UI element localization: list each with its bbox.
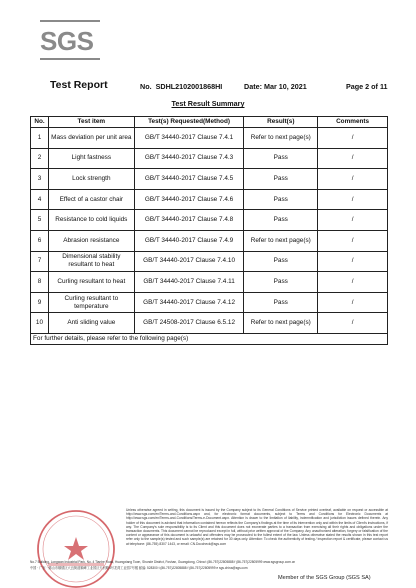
test-item: Curling resultant to heat [48,272,134,293]
test-result: Pass [244,189,318,210]
test-method: GB/T 34440-2017 Clause 7.4.6 [134,189,244,210]
test-result: Refer to next page(s) [244,128,318,149]
row-number: 7 [31,251,49,272]
table-row [31,128,388,149]
test-result: Pass [244,210,318,231]
row-number: 4 [31,189,49,210]
test-result: Pass [244,169,318,190]
company-seal-stamp [34,507,118,588]
col-header-comments: Comments [318,117,388,128]
test-comment: / [318,313,388,334]
test-result: Pass [244,292,318,313]
col-header-method: Test(s) Requested(Method) [134,117,244,128]
table-row [31,251,388,272]
col-header-no: No. [31,117,49,128]
test-item: Anti sliding value [48,313,134,334]
report-number: No. SDHL2102001868HI [140,82,223,91]
logo-bottom-rule [40,58,100,60]
test-comment: / [318,169,388,190]
table-footnote: For further details, please refer to the following page(s) [31,333,388,344]
test-result: Pass [244,148,318,169]
test-comment: / [318,272,388,293]
table-row [31,189,388,210]
test-result: Pass [244,272,318,293]
test-result: Pass [244,251,318,272]
row-number: 6 [31,230,49,251]
test-comment: / [318,210,388,231]
test-item: Resistance to cold liquids [48,210,134,231]
row-number: 5 [31,210,49,231]
test-comment: / [318,230,388,251]
legal-disclaimer: Unless otherwise agreed in writing, this document is issued by the Company subject to its General Conditions of Service printed overleaf, available on request or accessible at http://www.sgs.com/en/Terms-and-Conditions.aspx and, for electronic format documents, subject to Terms and Conditions for Electronic Documents at http://www.sgs.com/en/Terms-and-Conditions/Terms-e-Document.aspx. Attention is drawn to the limitation of liability, indemnification and jurisdiction issues defined therein. Any holder of this document is advised that information contained hereon reflects the Company's findings at the time of its intervention only and within the limits of Client's instructions, if any. The Company's sole responsibility is to its Client and this document does not exonerate parties to a transaction from exercising all their rights and obligations under the transaction documents. This document cannot be reproduced except in full, without prior written approval of the Company. Any unauthorized alteration, forgery or falsification of the content or appearance of this document is unlawful and offenders may be prosecuted to the fullest extent of the law. Unless otherwise stated the results shown in this test report refer only to the sample(s) tested and such sample(s) are retained for 30 days only. Attention: To check the authenticity of testing / inspection report & certificate, please contact us at telephone: (86-755) 8307 1443, or email: CN.Doccheck@sgs.com [126,508,388,546]
summary-title: Test Result Summary [171,99,245,108]
sgs-group-member-note: Member of the SGS Group (SGS SA) [278,575,371,581]
test-comment: / [318,251,388,272]
test-method: GB/T 34440-2017 Clause 7.4.12 [134,292,244,313]
col-header-result: Result(s) [244,117,318,128]
address-chinese: 中国 · 广东 · 佛山市顺德区大良街道顺峰工业园区天河路4号龙湾工业园7号楼 邮编: 528300 t (86-757)22805888 f (86-757)22805999 e sgs.china@sgs.com [30,566,248,570]
test-method: GB/T 24508-2017 Clause 6.5.12 [134,313,244,334]
test-method: GB/T 34440-2017 Clause 7.4.10 [134,251,244,272]
test-item: Light fastness [48,148,134,169]
test-comment: / [318,148,388,169]
test-result: Refer to next page(s) [244,230,318,251]
test-item: Lock strength [48,169,134,190]
test-item: Abrasion resistance [48,230,134,251]
row-number: 8 [31,272,49,293]
table-footnote-row [31,333,388,344]
table-row [31,313,388,334]
test-item: Mass deviation per unit area [48,128,134,149]
table-row [31,230,388,251]
report-title: Test Report [50,79,108,91]
test-method: GB/T 34440-2017 Clause 7.4.11 [134,272,244,293]
row-number: 9 [31,292,49,313]
table-row [31,272,388,293]
row-number: 3 [31,169,49,190]
test-method: GB/T 34440-2017 Clause 7.4.9 [134,230,244,251]
test-comment: / [318,128,388,149]
report-date: Date: Mar 10, 2021 [244,82,307,91]
row-number: 2 [31,148,49,169]
test-comment: / [318,189,388,210]
table-header-row [31,117,388,128]
table-row [31,210,388,231]
test-method: GB/T 34440-2017 Clause 7.4.8 [134,210,244,231]
logo-top-rule [40,20,100,22]
logo-text: SGS [40,26,94,56]
row-number: 1 [31,128,49,149]
test-method: GB/T 34440-2017 Clause 7.4.1 [134,128,244,149]
col-header-test-item: Test item [48,117,134,128]
table-row [31,169,388,190]
test-method: GB/T 34440-2017 Clause 7.4.5 [134,169,244,190]
row-number: 10 [31,313,49,334]
test-comment: / [318,292,388,313]
test-item: Effect of a castor chair [48,189,134,210]
address-english: No.7 Building, Longwan Industrial Park, No. 4 Tianhe Road, Huangxiang Town, Shunde District, Foshan, Guangdong, China t (86-757)22805888 f (86-757)22805999 www.sgsgroup.com.cn [30,560,296,564]
table-row [31,148,388,169]
results-table [30,116,388,345]
page-number: Page 2 of 11 [346,82,388,91]
test-result: Refer to next page(s) [244,313,318,334]
test-item: Dimensional stability resultant to heat [48,251,134,272]
test-item: Curling resultant to temperature [48,292,134,313]
table-row [31,292,388,313]
test-method: GB/T 34440-2017 Clause 7.4.3 [134,148,244,169]
